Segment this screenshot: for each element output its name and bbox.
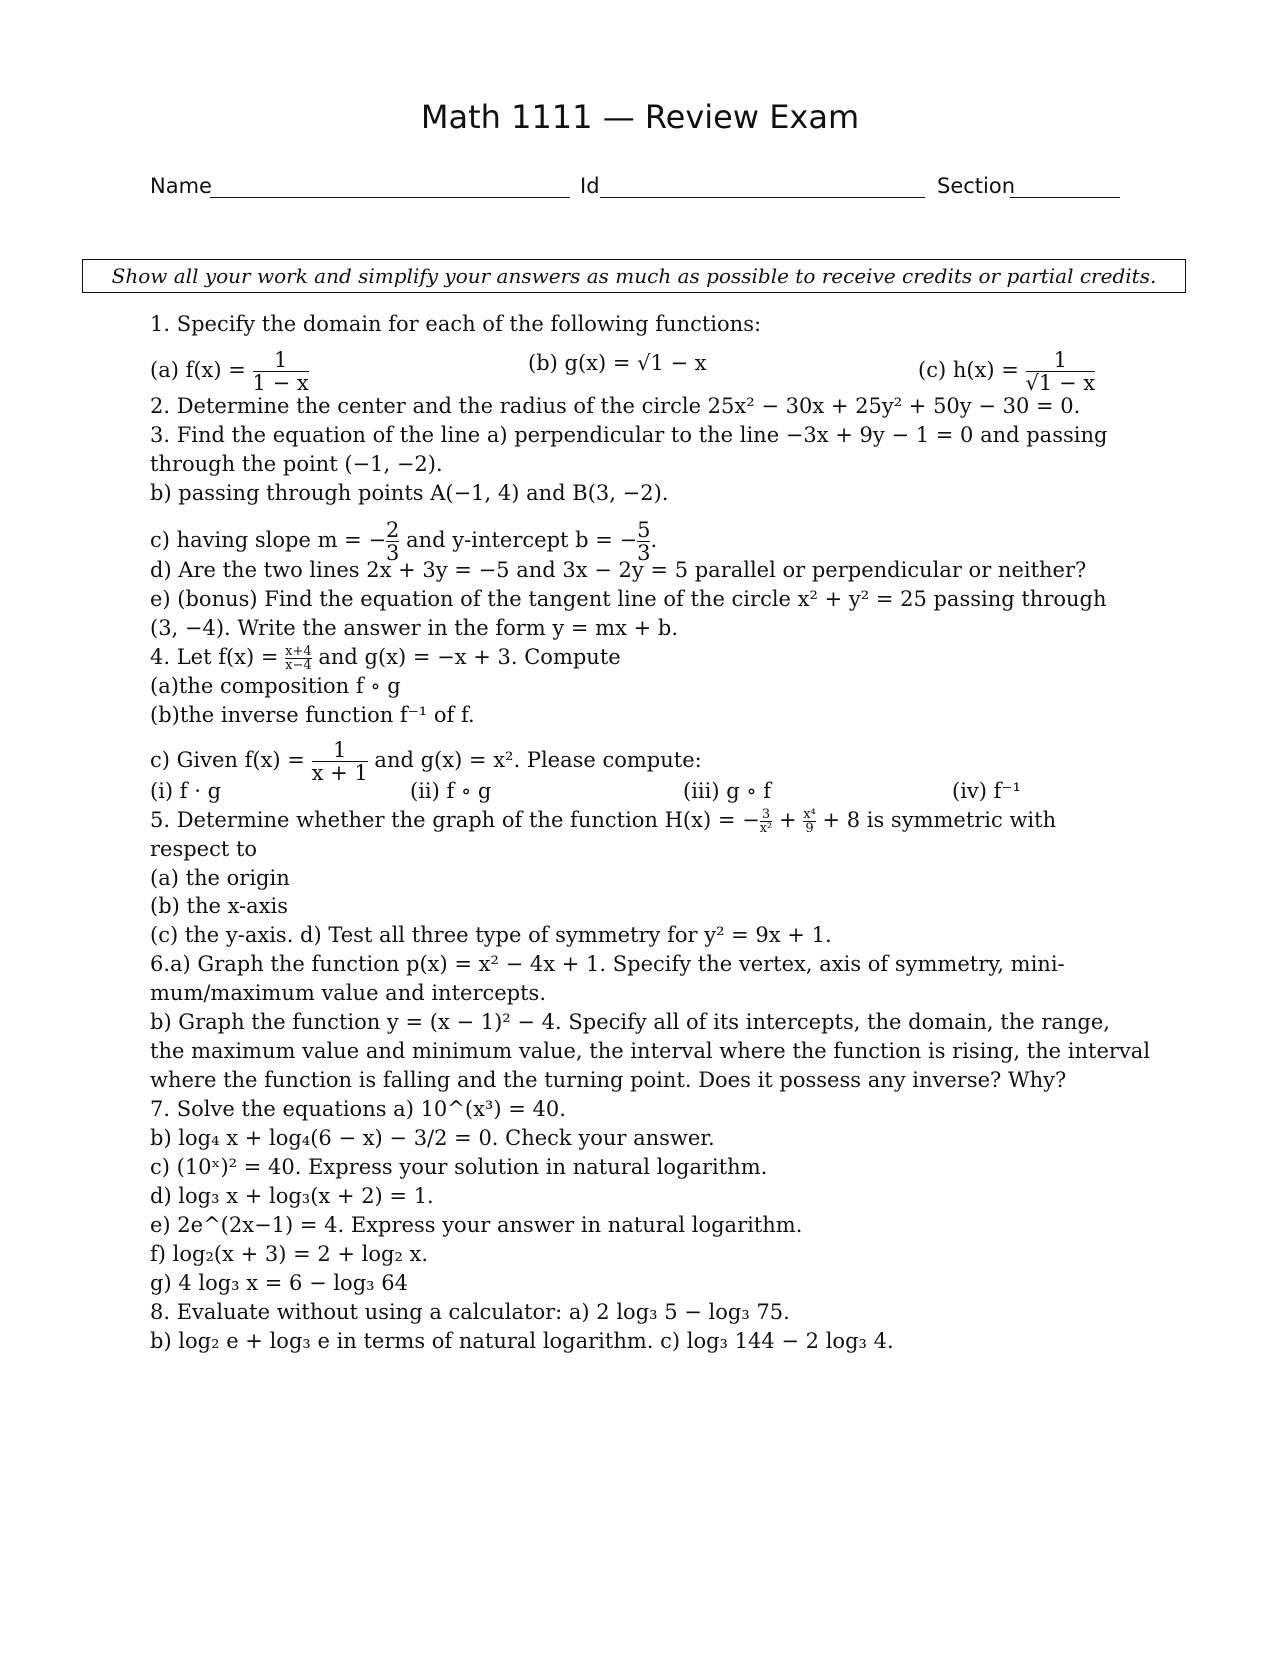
q3c-slope-fraction: $\frac{2}{3}$ xyxy=(386,518,400,565)
q1c: (c) h(x) = $\frac{1}{√1 - x}$ xyxy=(918,348,1096,395)
q4-fraction: $\frac{x+4}{x-4}$ xyxy=(285,644,312,673)
q4c-iv: (iv) f⁻¹ xyxy=(952,779,1021,803)
q3e-line1: e) (bonus) Find the equation of the tangent line of the circle x² + y² = 25 passing through xyxy=(150,587,1107,611)
q6a-line2: mum/maximum value and intercepts. xyxy=(150,981,547,1005)
q6b-line1: b) Graph the function y = (x − 1)² − 4. Specify all of its intercepts, the domain, the range, xyxy=(150,1010,1110,1034)
q5a-text: (a) the origin xyxy=(150,866,290,890)
q2-text: 2. Determine the center and the radius of the circle 25x² − 30x + 25y² + 50y − 30 = 0. xyxy=(150,394,1081,418)
q3d-text: d) Are the two lines 2x + 3y = −5 and 3x − 2y = 5 parallel or perpendicular or neither? xyxy=(150,558,1087,582)
q4b-text: (b)the inverse function f⁻¹ of f. xyxy=(150,703,475,727)
id-label: Id xyxy=(580,174,600,198)
q3c-intercept-fraction: $\frac{5}{3}$ xyxy=(637,518,651,565)
q4c-fraction: $\frac{1}{x + 1}$ xyxy=(311,738,368,785)
q7c-text: c) (10ˣ)² = 40. Express your solution in natural logarithm. xyxy=(150,1155,768,1179)
q1c-fraction: $\frac{1}{√1 - x}$ xyxy=(1025,348,1096,395)
page-title: Math 1111 — Review Exam xyxy=(420,98,860,136)
q1-text: 1. Specify the domain for each of the following functions: xyxy=(150,312,762,336)
q4c-ii: (ii) f ∘ g xyxy=(410,779,492,803)
q7b-text: b) log₄ x + log₄(6 − x) − 3/2 = 0. Check your answer. xyxy=(150,1126,715,1150)
q5c-text: (c) the y-axis. d) Test all three type of symmetry for y² = 9x + 1. xyxy=(150,923,832,947)
q5-fraction-a: $\frac{3}{\text{x²}}$ xyxy=(759,807,773,836)
q4c-i: (i) f · g xyxy=(150,779,222,803)
q1a: (a) f(x) = $\frac{1}{1 - x}$ xyxy=(150,348,309,395)
q3a-line2: through the point (−1, −2). xyxy=(150,452,443,476)
q1a-fraction: $\frac{1}{1 - x}$ xyxy=(252,348,309,395)
q3a-line1: 3. Find the equation of the line a) perpendicular to the line −3x + 9y − 1 = 0 and passing xyxy=(150,423,1108,447)
name-label: Name xyxy=(150,174,212,198)
q4: 4. Let f(x) = $\frac{x+4}{x-4}$ and g(x) = −x + 3. Compute xyxy=(150,644,621,673)
name-field[interactable] xyxy=(210,197,570,198)
q6b-line3: where the function is falling and the turning point. Does it possess any inverse? Why? xyxy=(150,1068,1067,1092)
q7d-text: d) log₃ x + log₃(x + 2) = 1. xyxy=(150,1184,434,1208)
q1b: (b) g(x) = √1 − x xyxy=(528,351,707,375)
q4c: c) Given f(x) = $\frac{1}{x + 1}$ and g(x) = x². Please compute: xyxy=(150,738,702,785)
q6b-line2: the maximum value and minimum value, the interval where the function is rising, the interval xyxy=(150,1039,1151,1063)
q8a-text: 8. Evaluate without using a calculator: a) 2 log₃ 5 − log₃ 75. xyxy=(150,1300,790,1324)
instructions-box: Show all your work and simplify your answers as much as possible to receive credits or partial credits. xyxy=(82,259,1186,293)
section-field[interactable] xyxy=(1010,197,1120,198)
q5-line2: respect to xyxy=(150,837,258,861)
q7g-text: g) 4 log₃ x = 6 − log₃ 64 xyxy=(150,1271,408,1295)
q7a-text: 7. Solve the equations a) 10^(x³) = 40. xyxy=(150,1097,566,1121)
q3b-text: b) passing through points A(−1, 4) and B(3, −2). xyxy=(150,481,669,505)
q8b-text: b) log₂ e + log₃ e in terms of natural logarithm. c) log₃ 144 − 2 log₃ 4. xyxy=(150,1329,894,1353)
q4a-text: (a)the composition f ∘ g xyxy=(150,674,401,698)
id-field[interactable] xyxy=(600,197,925,198)
q3c: c) having slope m = − $\frac{2}{3}$ and y-intercept b = − $\frac{5}{3}$ . xyxy=(150,518,658,565)
q7e-text: e) 2e^(2x−1) = 4. Express your answer in natural logarithm. xyxy=(150,1213,803,1237)
section-label: Section xyxy=(937,174,1016,198)
q6a-line1: 6.a) Graph the function p(x) = x² − 4x + 1. Specify the vertex, axis of symmetry, mini- xyxy=(150,952,1065,976)
q5: 5. Determine whether the graph of the function H(x) = − $\frac{3}{\text{x²}}$ + $\frac{\text{x⁴}}{9}$ + 8 is symmetric with xyxy=(150,807,1057,836)
q7f-text: f) log₂(x + 3) = 2 + log₂ x. xyxy=(150,1242,429,1266)
q4c-iii: (iii) g ∘ f xyxy=(683,779,772,803)
q5b-text: (b) the x-axis xyxy=(150,894,288,918)
q5-fraction-b: $\frac{\text{x⁴}}{9}$ xyxy=(803,807,816,836)
q3e-line2: (3, −4). Write the answer in the form y = mx + b. xyxy=(150,616,679,640)
